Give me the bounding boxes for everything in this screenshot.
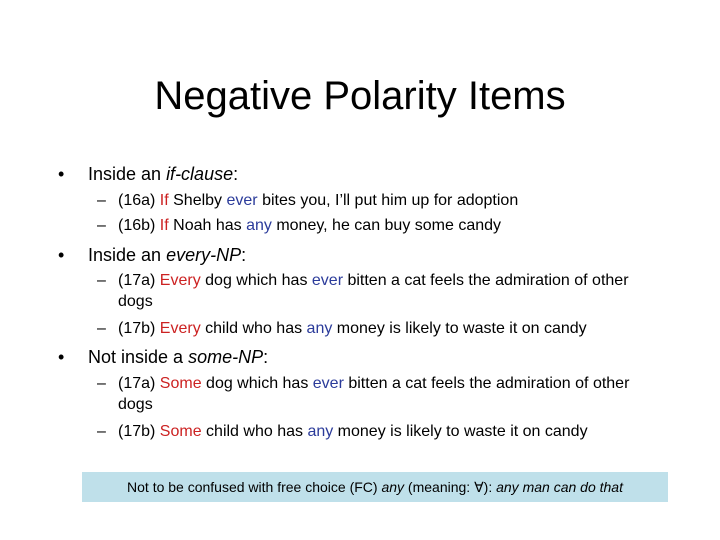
sub-bullet-marker: – xyxy=(97,272,106,289)
trigger-word: Some xyxy=(159,423,202,440)
example-text: bitten a cat feels the admiration of other dogs xyxy=(118,375,630,413)
npi-word: any xyxy=(307,423,334,440)
example-text: Noah has xyxy=(168,217,247,234)
example-17a-some xyxy=(97,373,658,415)
bullet-term: if-clause xyxy=(166,164,234,184)
bullet-marker: • xyxy=(58,164,65,184)
note-text: Not to be confused with free choice (FC) xyxy=(127,479,382,495)
example-label: (16a) xyxy=(118,192,160,209)
bullet-suffix: : xyxy=(233,164,239,184)
example-text: dog which has xyxy=(201,375,313,392)
npi-word: ever xyxy=(226,192,258,209)
npi-word: ever xyxy=(312,375,344,392)
example-text: dog which has xyxy=(200,272,312,289)
npi-word: any xyxy=(306,320,333,337)
example-16a xyxy=(97,190,658,211)
bullet-suffix: : xyxy=(263,347,269,367)
example-text: money, he can buy some candy xyxy=(271,217,502,234)
free-choice-note xyxy=(82,472,668,502)
example-text: money is likely to waste it on candy xyxy=(332,320,587,337)
bullet-suffix: : xyxy=(241,245,247,265)
example-label: (17b) xyxy=(118,320,160,337)
example-label: (16b) xyxy=(118,217,160,234)
example-text: bitten a cat feels the admiration of other dogs xyxy=(118,272,629,310)
sub-bullet-marker: – xyxy=(97,320,106,337)
bullet-some-np xyxy=(58,346,268,368)
bullet-marker: • xyxy=(58,347,65,367)
example-text: child who has xyxy=(201,423,308,440)
bullet-if-clause xyxy=(58,163,238,185)
bullet-every-np xyxy=(58,244,246,266)
sub-bullet-marker: – xyxy=(97,192,106,209)
example-17b-every xyxy=(97,318,658,339)
example-label: (17a) xyxy=(118,375,160,392)
note-example: any man can do that xyxy=(496,479,623,495)
npi-word: any xyxy=(246,217,272,234)
example-label: (17b) xyxy=(118,423,160,440)
npi-word: ever xyxy=(311,272,344,289)
note-meaning: (meaning: ∀): xyxy=(404,479,497,495)
sub-bullet-marker: – xyxy=(97,423,106,440)
bullet-prefix: Inside an xyxy=(88,164,167,184)
trigger-word: If xyxy=(159,217,169,234)
bullet-term: some-NP xyxy=(188,347,264,367)
bullet-prefix: Not inside a xyxy=(88,347,189,367)
example-text: child who has xyxy=(200,320,307,337)
example-17b-some xyxy=(97,421,658,442)
trigger-word: If xyxy=(159,192,169,209)
example-text: bites you, I’ll put him up for adoption xyxy=(257,192,519,209)
example-text: money is likely to waste it on candy xyxy=(333,423,588,440)
sub-bullet-marker: – xyxy=(97,217,106,234)
trigger-word: Every xyxy=(159,320,201,337)
note-any: any xyxy=(381,479,405,495)
sub-bullet-marker: – xyxy=(97,375,106,392)
trigger-word: Every xyxy=(159,272,201,289)
example-17a-every xyxy=(97,270,658,312)
bullet-marker: • xyxy=(58,245,65,265)
example-text: Shelby xyxy=(168,192,227,209)
bullet-term: every-NP xyxy=(166,245,242,265)
example-label: (17a) xyxy=(118,272,160,289)
bullet-prefix: Inside an xyxy=(88,245,167,265)
trigger-word: Some xyxy=(159,375,202,392)
example-16b xyxy=(97,215,658,236)
slide-title: Negative Polarity Items xyxy=(154,74,566,118)
